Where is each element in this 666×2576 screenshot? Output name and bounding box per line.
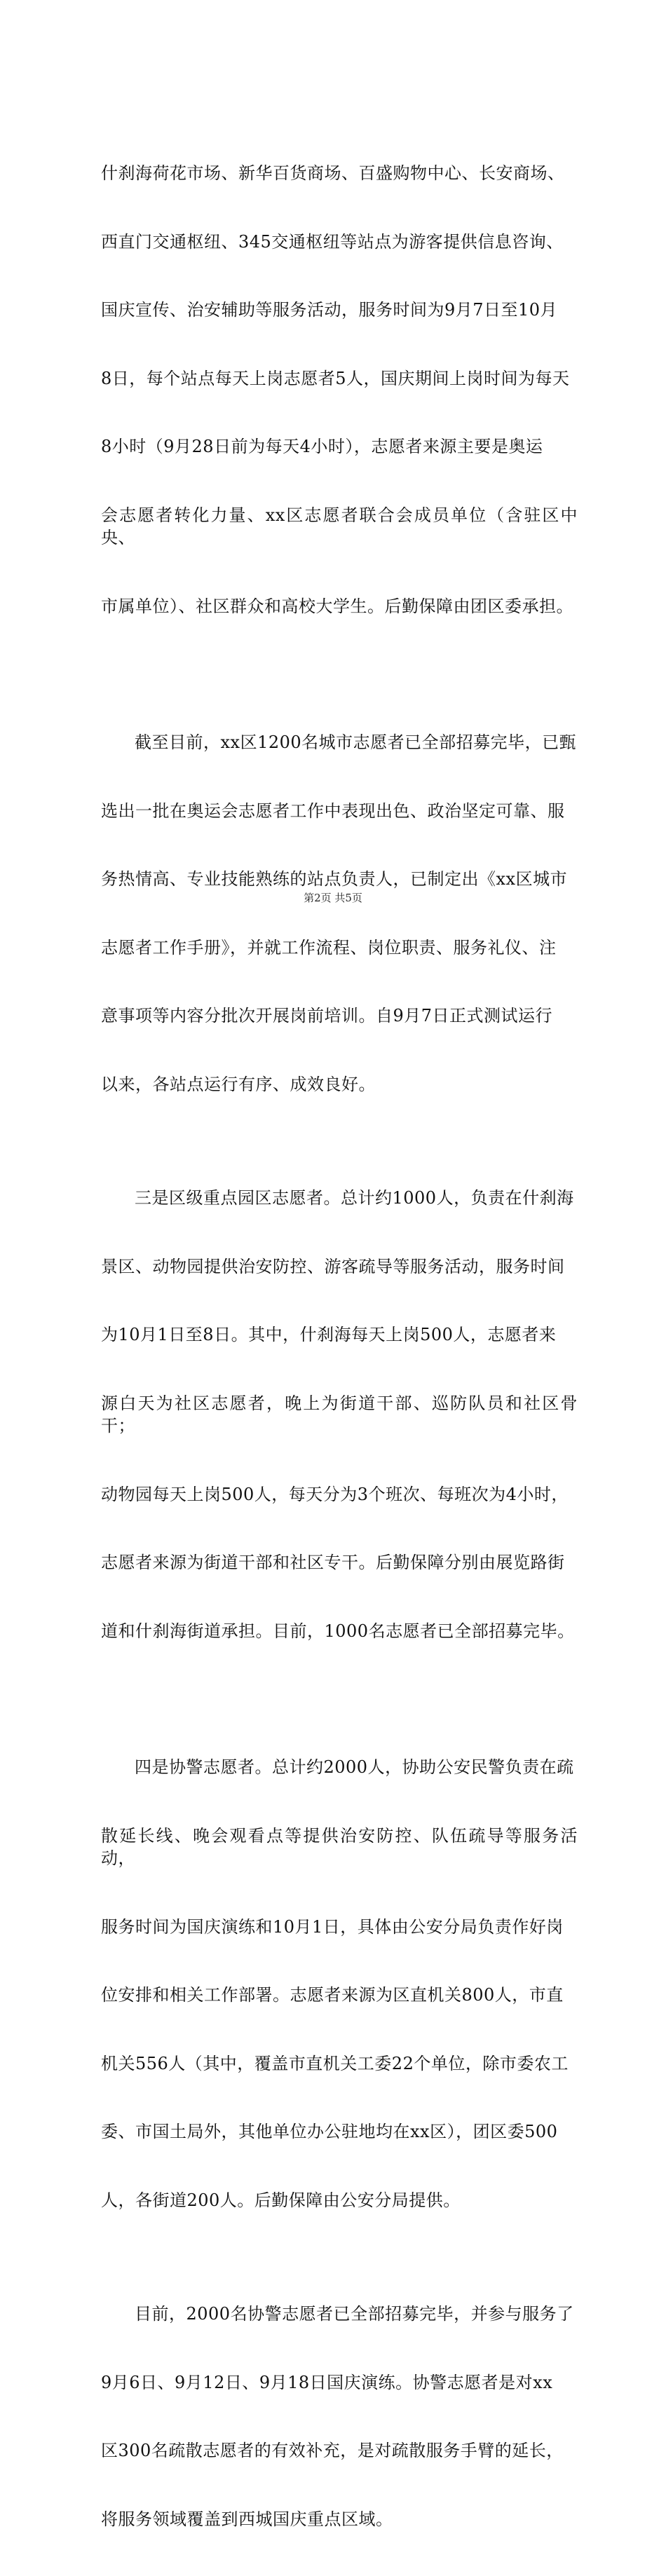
paragraph-park-volunteers	[101, 1141, 578, 1688]
text-line: 四是协警志愿者。总计约2000人，协助公安民警负责在疏	[135, 1757, 574, 1777]
page-number-footer: 第2页 共5页	[304, 892, 362, 904]
text-line: 以来，各站点运行有序、成效良好。	[101, 1074, 376, 1094]
text-line: 9月6日、9月12日、9月18日国庆演练。协警志愿者是对xx	[101, 2372, 553, 2392]
paragraph-recruitment-status	[101, 686, 578, 1141]
paragraph-police-volunteers	[101, 1710, 578, 2257]
document-body	[101, 116, 578, 2576]
text-line: 市属单位）、社区群众和高校大学生。后勤保障由团区委承担。	[101, 596, 573, 616]
paragraph-station-volunteers	[101, 116, 578, 663]
text-line: 位安排和相关工作部署。志愿者来源为区直机关800人，市直	[101, 1985, 564, 2005]
text-line: 会志愿者转化力量、xx区志愿者联合会成员单位（含驻区中央、	[101, 505, 578, 547]
text-line: 景区、动物园提供治安防控、游客疏导等服务活动，服务时间	[101, 1256, 565, 1276]
text-line: 务热情高、专业技能熟练的站点负责人，已制定出《xx区城市	[101, 869, 568, 889]
text-line: 什刹海荷花市场、新华百货商场、百盛购物中心、长安商场、	[101, 163, 565, 183]
text-line: 三是区级重点园区志愿者。总计约1000人，负责在什刹海	[135, 1188, 574, 1208]
text-line: 意事项等内容分批次开展岗前培训。自9月7日正式测试运行	[101, 1006, 553, 1025]
text-line: 选出一批在奥运会志愿者工作中表现出色、政治坚定可靠、服	[101, 800, 565, 821]
text-line: 道和什刹海街道承担。目前，1000名志愿者已全部招募完毕。	[101, 1621, 575, 1641]
text-line: 西直门交通枢纽、345交通枢纽等站点为游客提供信息咨询、	[101, 231, 564, 252]
text-line: 截至目前，xx区1200名城市志愿者已全部招募完毕，已甄	[135, 732, 577, 752]
text-line: 区300名疏散志愿者的有效补充，是对疏散服务手臂的延长，	[101, 2441, 564, 2460]
text-line: 委、市国土局外，其他单位办公驻地均在xx区），团区委500	[101, 2122, 558, 2141]
text-line: 机关556人（其中，覆盖市直机关工委22个单位，除市委农工	[101, 2053, 569, 2073]
text-line: 志愿者来源为街道干部和社区专干。后勤保障分别由展览路街	[101, 1553, 565, 1572]
text-line: 散延长线、晚会观看点等提供治安防控、队伍疏导等服务活动，	[101, 1825, 578, 1868]
text-line: 8日，每个站点每天上岗志愿者5人，国庆期间上岗时间为每天	[101, 368, 570, 388]
text-line: 源白天为社区志愿者，晚上为街道干部、巡防队员和社区骨干；	[101, 1393, 578, 1436]
paragraph-police-recruitment	[101, 2257, 578, 2576]
text-line: 国庆宣传、治安辅助等服务活动，服务时间为9月7日至10月	[101, 300, 558, 320]
text-line: 人，各街道200人。后勤保障由公安分局提供。	[101, 2190, 461, 2210]
text-line: 8小时（9月28日前为每天4小时），志愿者来源主要是奥运	[101, 437, 543, 456]
text-line: 为10月1日至8日。其中，什刹海每天上岗500人，志愿者来	[101, 1325, 557, 1344]
text-line: 目前，2000名协警志愿者已全部招募完毕，并参与服务了	[135, 2304, 574, 2324]
text-line: 将服务领域覆盖到西城国庆重点区域。	[101, 2509, 393, 2529]
text-line: 服务时间为国庆演练和10月1日，具体由公安分局负责作好岗	[101, 1916, 564, 1937]
text-line: 志愿者工作手册》，并就工作流程、岗位职责、服务礼仪、注	[101, 937, 557, 958]
text-line: 动物园每天上岗500人，每天分为3个班次、每班次为4小时，	[101, 1484, 569, 1504]
